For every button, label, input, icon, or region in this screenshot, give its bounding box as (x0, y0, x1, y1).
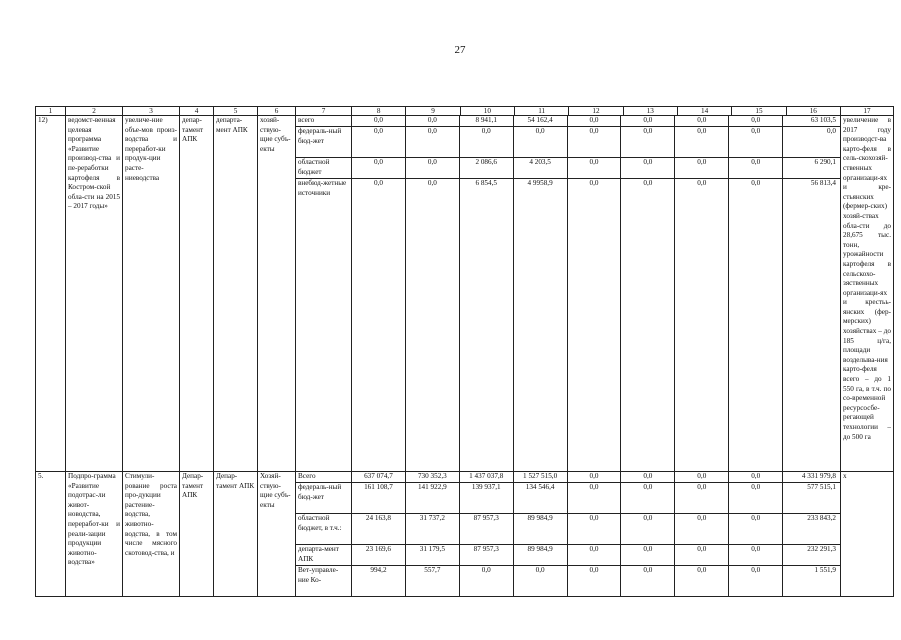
value-cell: 0,0 (675, 158, 729, 178)
header-cell: 3 (123, 107, 180, 116)
value-cell: 0,0 (675, 127, 729, 157)
value-cell: 0,0 (406, 158, 460, 178)
value-cell: 54 162,4 (514, 116, 568, 126)
value-cell: 0,0 (729, 158, 783, 178)
value-cell: 4 9958,9 (514, 179, 568, 471)
funding-line (296, 158, 840, 179)
total-cell: 6 290,1 (814, 158, 837, 166)
table-row-12 (36, 116, 894, 472)
value-cell: 0,0 (621, 545, 675, 565)
funding-source: областной бюджет (296, 158, 352, 178)
value-cell: 0,0 (675, 472, 729, 482)
value-cell: 0,0 (568, 566, 622, 596)
header-cell: 1 (36, 107, 66, 116)
value-cell: 0,0 (675, 545, 729, 565)
funding-block (296, 116, 841, 472)
funding-source: Вет-управле-ние Ко- (296, 566, 352, 596)
funding-line (296, 472, 840, 483)
value-cell: 994,2 (352, 566, 406, 596)
value-cell: 89 984,9 (514, 545, 568, 565)
funding-source: областной бюджет, в т.ч.: (296, 514, 352, 544)
funding-line (296, 483, 840, 514)
header-cell: 4 (180, 107, 214, 116)
value-cell: 0,0 (729, 545, 783, 565)
value-cell: 637 074,7 (352, 472, 406, 482)
total-cell: 0,0 (827, 127, 837, 135)
value-cell: 0,0 (352, 179, 406, 471)
value-cell: 23 169,6 (352, 545, 406, 565)
value-cell: 0,0 (514, 566, 568, 596)
value-cell: 0,0 (621, 127, 675, 157)
header-cell: 2 (66, 107, 123, 116)
value-cell: 0,0 (568, 545, 622, 565)
value-cell: 730 352,3 (406, 472, 460, 482)
value-cell: 0,0 (352, 127, 406, 157)
header-cell: 16 (809, 107, 817, 115)
value-cell: 0,0 (729, 566, 783, 596)
header-cell: 14 (678, 107, 732, 115)
header-cell: 13 (624, 107, 678, 115)
value-cell: 161 108,7 (352, 483, 406, 513)
value-cell: 0,0 (621, 514, 675, 544)
coexecutor: департа-мент АПК (214, 116, 258, 472)
value-cell: 31 737,2 (406, 514, 460, 544)
value-cell: 0,0 (514, 127, 568, 157)
value-cell: 0,0 (729, 514, 783, 544)
row-number: 5. (36, 472, 66, 597)
value-cell: 24 163,8 (352, 514, 406, 544)
funding-source: федераль-ный бюд-жет (296, 127, 352, 157)
value-cell: 2 086,6 (460, 158, 514, 178)
value-cell: 87 957,3 (460, 545, 514, 565)
value-cell: 0,0 (621, 158, 675, 178)
value-cell: 0,0 (729, 127, 783, 157)
value-cell: 0,0 (621, 116, 675, 126)
value-cell: 0,0 (352, 116, 406, 126)
program-goal: увеличе-ние объе-мов произ-водства и переработ-ки продук-ции расте-ниеводства (123, 116, 180, 472)
value-cell: 0,0 (568, 116, 622, 126)
total-cell: 63 103,5 (810, 116, 837, 124)
value-cell: 0,0 (729, 472, 783, 482)
value-cell: 87 957,3 (460, 514, 514, 544)
header-cell: 10 (461, 107, 515, 115)
funding-block (296, 472, 841, 597)
header-cell-group (296, 107, 841, 116)
total-cell: 56 813,4 (810, 179, 837, 187)
expected-result: х (841, 472, 894, 597)
header-cell: 11 (515, 107, 569, 115)
value-cell: 0,0 (621, 566, 675, 596)
header-cell: 6 (258, 107, 296, 116)
total-cell: 4 331 979,8 (801, 472, 837, 480)
participant: хозяй-ствую-щие субъ-екты (258, 116, 296, 472)
value-cell: 557,7 (406, 566, 460, 596)
table-row-5 (36, 472, 894, 597)
value-cell: 0,0 (675, 566, 729, 596)
value-cell: 0,0 (460, 127, 514, 157)
program-name: ведомст-венная целевая программа «Развитие производ-ства и пе-реработки картофеля в Костром-ской обла-сти на 2015 – 2017 годы» (66, 116, 123, 472)
value-cell: 0,0 (729, 116, 783, 126)
total-cell: 577 515,1 (807, 483, 837, 491)
value-cell: 0,0 (675, 483, 729, 513)
value-cell: 6 854,5 (460, 179, 514, 471)
header-cell: 5 (214, 107, 258, 116)
value-cell: 141 922,9 (406, 483, 460, 513)
total-cell: 232 291,3 (807, 545, 837, 553)
value-cell: 0,0 (729, 483, 783, 513)
value-cell: 1 527 515,0 (514, 472, 568, 482)
value-cell: 0,0 (568, 127, 622, 157)
value-cell: 0,0 (621, 483, 675, 513)
funding-source: департа-мент АПК (296, 545, 352, 565)
value-cell: 0,0 (675, 514, 729, 544)
value-cell: 8 941,1 (460, 116, 514, 126)
header-row (36, 107, 894, 116)
value-cell: 0,0 (568, 483, 622, 513)
value-cell: 31 179,5 (406, 545, 460, 565)
page-number: 27 (454, 44, 466, 56)
funding-line (296, 514, 840, 545)
row-number: 12) (36, 116, 66, 472)
value-cell: 0,0 (406, 179, 460, 471)
executor: Депар-тамент АПК (180, 472, 214, 597)
funding-source: всего (296, 116, 352, 126)
value-cell: 0,0 (729, 179, 783, 471)
value-cell: 0,0 (621, 472, 675, 482)
value-cell: 0,0 (460, 566, 514, 596)
program-name: Подпро-грамма «Развитие подотрас-ли живот-новодства, переработ-ки и реали-зации продукции животно-водства» (66, 472, 123, 597)
program-goal: Стимули-рование роста про-дукции растение-водства, животно-водства, в том числе мясного скотовод-ства, и (123, 472, 180, 597)
value-cell: 0,0 (406, 116, 460, 126)
value-cell: 4 203,5 (514, 158, 568, 178)
funding-source: федераль-ный бюд-жет (296, 483, 352, 513)
header-cell: 9 (406, 107, 460, 115)
value-cell: 0,0 (568, 514, 622, 544)
value-cell: 0,0 (406, 127, 460, 157)
value-cell: 0,0 (352, 158, 406, 178)
program-table (35, 106, 894, 597)
header-cell: 12 (569, 107, 623, 115)
value-cell: 0,0 (568, 158, 622, 178)
funding-line (296, 179, 840, 471)
value-cell: 0,0 (568, 472, 622, 482)
funding-line (296, 566, 840, 596)
total-cell: 1 551,9 (814, 566, 837, 574)
funding-source: Всего (296, 472, 352, 482)
value-cell: 1 437 037,8 (460, 472, 514, 482)
header-cell: 8 (352, 107, 406, 115)
value-cell: 0,0 (675, 179, 729, 471)
header-cell: 15 (732, 107, 786, 115)
total-cell: 233 843,2 (807, 514, 837, 522)
value-cell: 0,0 (675, 116, 729, 126)
funding-line (296, 545, 840, 566)
value-cell: 0,0 (621, 179, 675, 471)
expected-result: увеличение в 2017 году производст-ва карто-феля в сель-скохозяй-ственных организаци-ях и кре-стьянских (фермер-ских) хозяй-ствах обла-сти до 28,675 тыс. тонн, урожайности картофеля в сельскохо-зяственных организаци-ях и крестьь-янских (фер-мерских) хозяйствах – до 185 ц/га, площади возделыва-ния карто-феля всего – до 1 550 га, в т.ч. по со-временной ресурсосбе-регающей технологии – до 500 га (841, 116, 894, 472)
funding-line (296, 127, 840, 158)
executor: депар-тамент АПК (180, 116, 214, 472)
value-cell: 134 546,4 (514, 483, 568, 513)
header-cell: 7 (296, 107, 352, 115)
coexecutor: Депар-тамент АПК (214, 472, 258, 597)
participant: Хозяй-ствую-щие субъ-екты (258, 472, 296, 597)
value-cell: 0,0 (568, 179, 622, 471)
value-cell: 89 984,9 (514, 514, 568, 544)
funding-source: внебюд-жетные источники (296, 179, 352, 471)
header-cell: 17 (841, 107, 894, 116)
value-cell: 139 937,1 (460, 483, 514, 513)
funding-line (296, 116, 840, 127)
